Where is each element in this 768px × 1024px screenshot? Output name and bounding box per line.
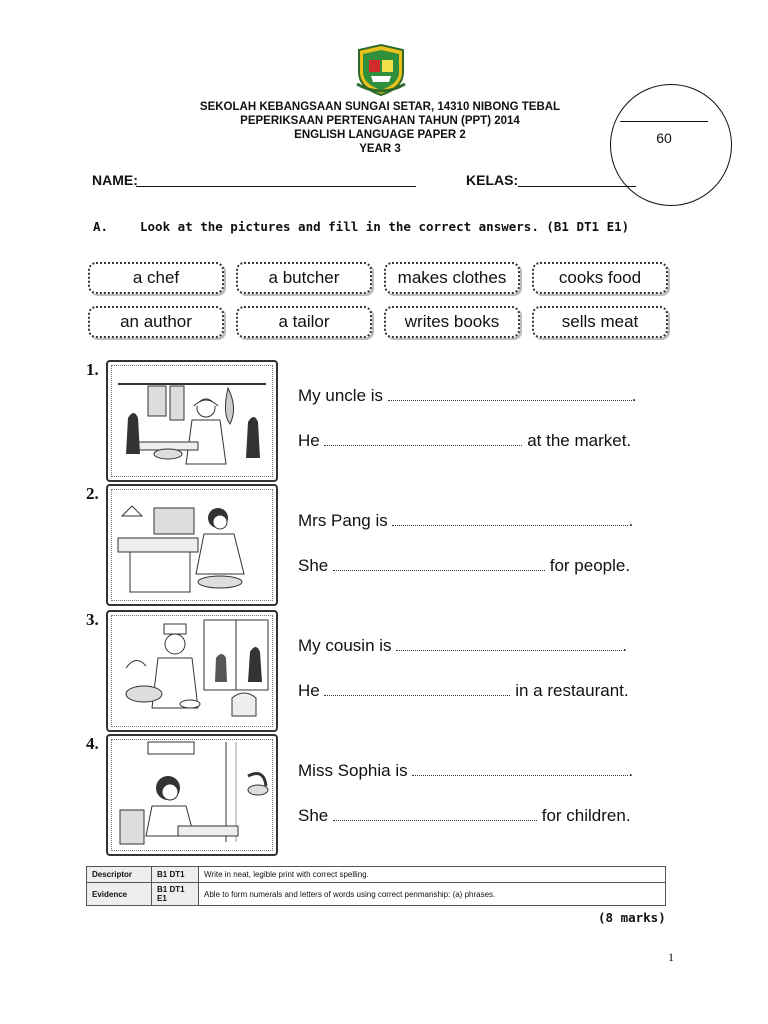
tailor-illustration-icon	[106, 484, 278, 606]
answer-blank[interactable]	[396, 638, 622, 651]
word-bank-item: writes books	[384, 306, 520, 338]
sentence-end: .	[628, 761, 634, 780]
marks-label: (8 marks)	[598, 910, 666, 925]
rubric-text: Able to form numerals and letters of words using correct penmanship: (a) phrases.	[199, 883, 666, 906]
school-crest-icon	[353, 42, 409, 98]
question-1-line-2	[298, 431, 631, 451]
answer-blank[interactable]	[333, 808, 537, 821]
rubric-label: Descriptor	[87, 867, 152, 883]
page-number: 1	[668, 950, 674, 964]
school-header	[120, 100, 640, 156]
question-3-line-1	[298, 636, 627, 656]
word-bank-item: makes clothes	[384, 262, 520, 294]
rubric-label: Evidence	[87, 883, 152, 906]
answer-blank[interactable]	[388, 388, 632, 401]
score-blank-line[interactable]	[620, 121, 708, 122]
question-2-line-2	[298, 556, 630, 576]
question-4-line-2	[298, 806, 631, 826]
kelas-field[interactable]	[518, 186, 636, 187]
sentence-end: .	[622, 636, 627, 655]
kelas-label: KELAS:	[466, 172, 519, 188]
question-number: 2.	[86, 484, 99, 503]
year-label: YEAR 3	[359, 143, 401, 155]
score-total: 60	[656, 130, 672, 146]
question-number: 3.	[86, 610, 99, 629]
word-bank-item: a butcher	[236, 262, 372, 294]
question-number: 4.	[86, 734, 99, 753]
rubric-code: B1 DT1 E1	[152, 883, 199, 906]
table-row	[87, 883, 666, 906]
rubric-code: B1 DT1	[152, 867, 199, 883]
sentence-end: .	[631, 386, 637, 405]
section-letter: A.	[93, 219, 109, 234]
rubric-text: Write in neat, legible print with correct spelling.	[199, 867, 666, 883]
sentence-start: Miss Sophia is	[298, 761, 408, 780]
sentence-end: for people.	[549, 556, 631, 575]
section-instruction: Look at the pictures and fill in the correct answers. (B1 DT1 E1)	[140, 219, 630, 234]
word-bank-item: a tailor	[236, 306, 372, 338]
sentence-end: in a restaurant.	[515, 681, 629, 700]
word-bank-item: sells meat	[532, 306, 668, 338]
table-row	[87, 867, 666, 883]
question-3-line-2	[298, 681, 629, 701]
answer-blank[interactable]	[333, 558, 545, 571]
question-1-line-1	[298, 386, 637, 406]
name-label: NAME:	[92, 172, 138, 188]
sentence-start: He	[298, 681, 320, 700]
question-4-line-1	[298, 761, 633, 781]
sentence-start: She	[298, 556, 329, 575]
rubric-table	[86, 866, 666, 906]
butcher-illustration-icon	[106, 360, 278, 482]
name-field[interactable]	[136, 186, 416, 187]
sentence-end: at the market.	[527, 431, 632, 450]
answer-blank[interactable]	[324, 683, 510, 696]
word-bank-item: cooks food	[532, 262, 668, 294]
word-bank-item: a chef	[88, 262, 224, 294]
question-2-line-1	[298, 511, 633, 531]
answer-blank[interactable]	[412, 763, 628, 776]
sentence-start: She	[298, 806, 329, 825]
author-illustration-icon	[106, 734, 278, 856]
sentence-start: He	[298, 431, 320, 450]
answer-blank[interactable]	[392, 513, 628, 526]
sentence-start: My uncle is	[298, 386, 384, 405]
word-bank-item: an author	[88, 306, 224, 338]
paper-title: ENGLISH LANGUAGE PAPER 2	[294, 129, 466, 141]
sentence-end: .	[628, 511, 634, 530]
sentence-start: Mrs Pang is	[298, 511, 388, 530]
school-name: SEKOLAH KEBANGSAAN SUNGAI SETAR, 14310 NIBONG TEBAL	[199, 101, 561, 113]
chef-illustration-icon	[106, 610, 278, 732]
answer-blank[interactable]	[324, 433, 522, 446]
question-number: 1.	[86, 360, 99, 379]
sentence-end: for children.	[541, 806, 631, 825]
sentence-start: My cousin is	[298, 636, 392, 655]
exam-title: PEPERIKSAAN PERTENGAHAN TAHUN (PPT) 2014	[240, 115, 520, 127]
